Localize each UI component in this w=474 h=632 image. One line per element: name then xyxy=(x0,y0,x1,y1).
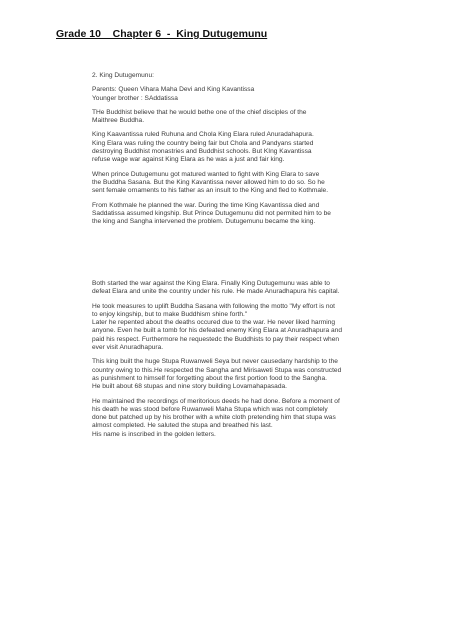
sasana-paragraph: He took measures to uplift Buddha Sasana with following the motto "My effort is not to enjoy kingship, but to make Buddhism shine forth." Later he repented about the deaths occured due to the war. He never liked harming anyone. Even he built a tomb for his defeated enemy King Elara at Anuradhapura and paid his respect. Furthermore he requestedc the Buddhists to pay their respect when ever visit Anuradhapura. xyxy=(92,302,342,352)
kingdoms-paragraph: King Kaavantissa ruled Ruhuna and Chola King Elara ruled Anuradahapura. King Elara was ruling the country being fair but Chola and Pandyans started destroying Buddhist monastries and Buddhist schools. But KIng Kavantissa refuse wage war against King Elara as he was a just and fair king. xyxy=(92,131,314,164)
kothmale-paragraph: From Kothmale he planned the war. During the time King Kavantissa died and Saddatissa assumed kingship. But Prince Dutugemunu did not permited him to be the king and Sangha intervened the problem. Dutugemunu became the king. xyxy=(92,201,331,226)
section-heading: 2. King Dutugemunu: xyxy=(92,72,154,79)
page-title: Grade 10 Chapter 6 - King Dutugemunu xyxy=(56,28,268,40)
section-one xyxy=(92,72,392,226)
prince-paragraph: When prince Dutugemunu got matured wanted to fight with King Elara to save the Buddha Sasana. But the King Kavantissa never allowed him to do so. So he sent female ornaments to his father as an insult to the King and fled to Kothmale. xyxy=(92,170,329,195)
belief-paragraph: THe Buddhist believe that he would bethe one of the chief disciples of the Maithree Buddha. xyxy=(92,108,307,125)
section-two xyxy=(92,280,392,439)
war-paragraph: Both started the war against the King Elara. Finally King Dutugemunu was able to defeat Elara and unite the country under his rule. He made Anuradhapura his capital. xyxy=(92,280,340,296)
death-paragraph: He maintained the recordings of meritorious deeds he had done. Before a moment of his death he was stood before Ruwanweli Maha Stupa which was not completely done but patched up by his brother with a white cloth pretending him that stupa was almost completed. He saluted the stupa and breathed his last. His name is inscribed in the golden letters. xyxy=(92,397,340,438)
stupa-paragraph: This king built the huge Stupa Ruwanweli Seya but never causedany hardship to the country owing to this.He respected the Sangha and Mirisaweti Stupa was constructed as punishment to himself for forgetting about the first portion food to the Sangha. He built about 68 stupas and nine story building Lovamahapasada. xyxy=(92,358,342,391)
parents-paragraph: Parents: Queen Vihara Maha Devi and King Kavantissa Younger brother : SAddatissa xyxy=(92,86,255,102)
